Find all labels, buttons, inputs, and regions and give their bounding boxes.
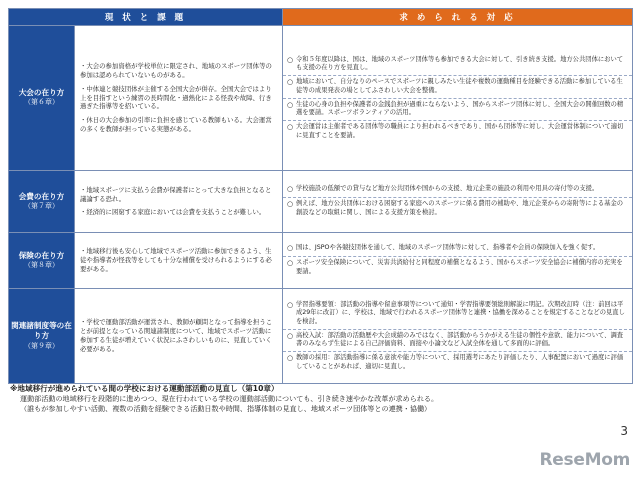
row-label-text: 会費の在り方	[18, 191, 65, 201]
row-label-fees	[9, 171, 75, 233]
circle-bullet-icon: ○	[287, 185, 294, 194]
row-label-related-systems	[9, 289, 75, 384]
circle-bullet-icon: ○	[287, 200, 294, 209]
circle-bullet-icon: ○	[287, 259, 294, 268]
circle-bullet-icon: ○	[287, 78, 294, 87]
status-text: ・中体連と競技団体が主催する全国大会が併存。全国大会ではより上を目指すという練習の長時間化・過熱化による怪我や故障、行き過ぎた指導等を招いている。	[80, 84, 272, 111]
policy-table-frame	[8, 8, 632, 384]
circle-bullet-icon: ○	[287, 331, 294, 340]
response-item: ○ 令和５年度以降は、国は、地域のスポーツ団体等も参加できる大会に対して、引き続き支援。地方公共団体においても支援の在り方を見直し。	[283, 54, 632, 76]
row-label-insurance	[9, 233, 75, 289]
row-label-text: 保険の在り方	[18, 250, 65, 260]
response-cell	[283, 171, 633, 233]
table-row	[9, 233, 633, 289]
chapter10-note	[10, 383, 628, 415]
row-label-text: 関連諸制度等の在り方	[11, 321, 72, 341]
status-text: ・休日の大会参加の引率に負担を感じている教師もいる。大会運営の多くを教師が担っている実態がある。	[80, 116, 272, 134]
response-item: ○ 国は、JSPOや各競技団体を通して、地域のスポーツ団体等に対して、指導者や会員の保険加入を強く促す。	[283, 242, 632, 257]
response-item: ○ 例えば、地方公共団体における困窮する家庭へのスポーツに係る費用の補助や、地元企業からの寄附等による基金の創設などの取組に関し、国による支援方策を検討。	[287, 200, 624, 216]
response-item: ○ 地域において、自分なりのペースでスポーツに親しみたい生徒や複数の運動種目を経験できる活動に参加している生徒等の成果発表の場としてふさわしい大会を整備。	[283, 76, 632, 98]
response-item: ○ 学校施設の低額での貸与など地方公共団体や国からの支援、地元企業の施設の利用や用具の寄付等の支援。	[283, 183, 632, 198]
circle-bullet-icon: ○	[287, 300, 294, 309]
policy-table	[8, 8, 633, 384]
response-item: ○ スポーツ安全保険について、災害共済給付と同程度の補償となるよう、国からスポーツ安全協会に補償内容の充実を要請。	[287, 259, 623, 275]
circle-bullet-icon: ○	[287, 244, 294, 253]
response-item: ○ 高校入試：部活動の活動歴や大会成績のみではなく、部活動からうかがえる生徒の個性や意欲、能力について、調査書のみならず生徒による自己評価資料、面接や小論文など入試全体を通して多面的に評価。	[283, 330, 632, 352]
page-number: 3	[620, 424, 628, 438]
row-label-chapter: （第９章）	[24, 341, 59, 350]
status-cell	[75, 289, 283, 384]
status-cell	[75, 26, 283, 171]
row-label-chapter: （第８章）	[24, 260, 59, 269]
row-label-chapter: （第６章）	[24, 98, 59, 107]
status-text: ・地域スポーツに支払う会費が保護者にとって大きな負担となると議論する恐れ。	[80, 185, 272, 203]
table-header-row	[9, 9, 633, 26]
response-cell	[283, 26, 633, 171]
row-label-chapter: （第７章）	[24, 201, 59, 210]
table-row	[9, 289, 633, 384]
circle-bullet-icon: ○	[287, 55, 294, 64]
circle-bullet-icon: ○	[287, 354, 294, 363]
status-cell	[75, 171, 283, 233]
response-item: ○ 教師の採用：部活動指導に係る意欲や能力等について、採用選考にあたり評価したり、人事配置において過度に評価していることがあれば、適切に見直し。	[287, 354, 624, 370]
note-line: （誰もが参加しやすい活動、複数の活動を経験できる活動日数や時間、指導体制の見直し、地域スポーツ団体等との連携・協働）	[20, 404, 432, 414]
current-issues-header: 現 状 と 課 題	[9, 9, 283, 26]
table-row	[9, 26, 633, 171]
table-row	[9, 171, 633, 233]
status-text: ・学校で運動部活動が運営され、教師が顧問となって指導を担うことが前提となっている関連諸制度について、地域でスポーツ活動に参加する生徒が増えていく状況にふさわしいものに、見直していく必要がある。	[80, 318, 273, 353]
circle-bullet-icon: ○	[287, 122, 294, 131]
response-item: ○ 生徒の心身の負担や保護者の金銭負担が過重にならないよう、国からスポーツ団体に対し、全国大会の開催回数の精選を要請。スポーツボランティアの活用。	[283, 99, 632, 121]
required-response-header: 求 め ら れ る 対 応	[283, 9, 633, 26]
status-text: ・大会の参加資格が学校単位に限定され、地域のスポーツ団体等の参加は認められていないものがある。	[80, 62, 272, 79]
row-label-tournament	[9, 26, 75, 171]
note-line: 運動部活動の地域移行を段階的に進めつつ、現在行われている学校の運動部活動についても、引き続き速やかな改革が求められる。	[20, 394, 439, 403]
response-cell	[283, 289, 633, 384]
response-item: ○ 大会運営は主催者である団体等の職員により担われるべきであり、国から団体等に対し、大会運営体制について適切に見直すことを要請。	[287, 122, 624, 139]
circle-bullet-icon: ○	[287, 100, 294, 109]
response-cell	[283, 233, 633, 289]
note-title: ※地域移行が進められている間の学校における運動部活動の見直し（第10章）	[10, 384, 279, 393]
status-text: ・地域移行後も安心して地域でスポーツ活動に参加できるよう、生徒や指導者が怪我等をしても十分な補償を受けられるようにする必要がある。	[80, 247, 272, 273]
status-text: ・経済的に困窮する家庭においては会費を支払うことが難しい。	[80, 208, 266, 217]
status-cell	[75, 233, 283, 289]
row-label-text: 大会の在り方	[18, 88, 65, 98]
response-item: ○ 学習指導要領：部活動の指導や留意事項等について通知・学習指導要領総則解説に明記。次期改訂時（注：前回は平成29年に改訂）に、学校は、地域で行われるスポーツ団体等と連携・協働を深めることを規定することなどの見直しを検討。	[283, 299, 632, 330]
resemom-logo: ReseMom	[539, 450, 630, 470]
